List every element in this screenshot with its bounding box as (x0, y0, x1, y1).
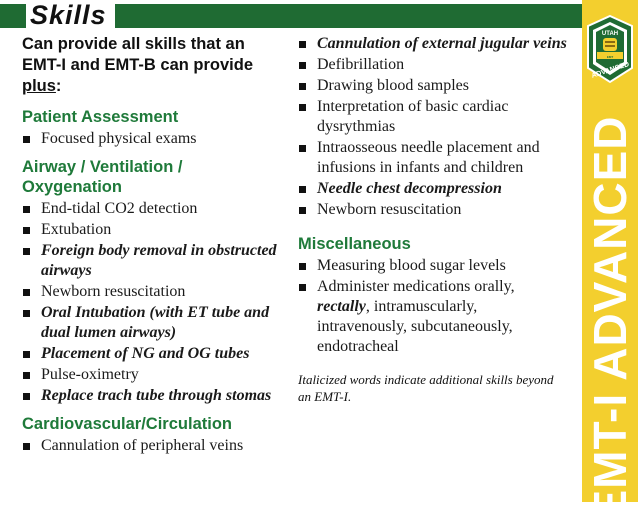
list-item: Newborn resuscitation (298, 200, 568, 220)
vertical-title: EMT-I ADVANCED (584, 115, 636, 521)
list-item: Cannulation of external jugular veins (298, 34, 568, 54)
heading-airway: Airway / Ventilation / Oxygenation (22, 158, 183, 196)
list-item: Pulse-oximetry (22, 365, 284, 385)
list-cardio-right (298, 34, 568, 220)
left-column (22, 34, 284, 464)
list-item: Newborn resuscitation (22, 282, 284, 302)
logo-bottom-text: ADVANCED (590, 61, 631, 80)
list-misc (298, 256, 568, 357)
heading-misc: Miscellaneous (298, 235, 411, 253)
list-item: Intraosseous needle placement and infusions in infants and children (298, 138, 568, 178)
list-item: Oral Intubation (with ET tube and dual lumen airways) (22, 303, 284, 343)
list-item: Drawing blood samples (298, 76, 568, 96)
right-column (298, 34, 568, 405)
list-item: Defibrillation (298, 55, 568, 75)
list-item: Cannulation of peripheral veins (22, 436, 284, 456)
list-item-administer: Administer medications orally, rectally, intramuscularly, intravenously, subcutaneously, endotracheal (298, 277, 568, 357)
list-item: Extubation (22, 220, 284, 240)
intro-plus: plus (22, 77, 56, 95)
list-item: End-tidal CO2 detection (22, 199, 284, 219)
logo-top-text: UTAH (601, 31, 619, 37)
heading-patient-assessment: Patient Assessment (22, 108, 179, 126)
list-item: Replace trach tube through stomas (22, 386, 284, 406)
list-patient-assessment (22, 129, 284, 149)
list-item: Foreign body removal in obstructed airways (22, 241, 284, 281)
intro-text: Can provide all skills that an EMT-I and EMT-B can provide plus: (22, 35, 254, 95)
list-item: Needle chest decompression (298, 179, 568, 199)
svg-text:EMT: EMT (606, 55, 614, 59)
list-cardio-left (22, 436, 284, 456)
list-item: Interpretation of basic cardiac dysrythmias (298, 97, 568, 137)
list-item: Placement of NG and OG tubes (22, 344, 284, 364)
footnote: Italicized words indicate additional skills beyond an EMT-I. (298, 372, 554, 404)
heading-cardio: Cardiovascular/Circulation (22, 415, 232, 433)
list-item: Focused physical exams (22, 129, 284, 149)
utah-advanced-badge-icon (584, 14, 636, 84)
page-title: Skills (26, 0, 115, 30)
list-item: Measuring blood sugar levels (298, 256, 568, 276)
list-airway (22, 199, 284, 406)
